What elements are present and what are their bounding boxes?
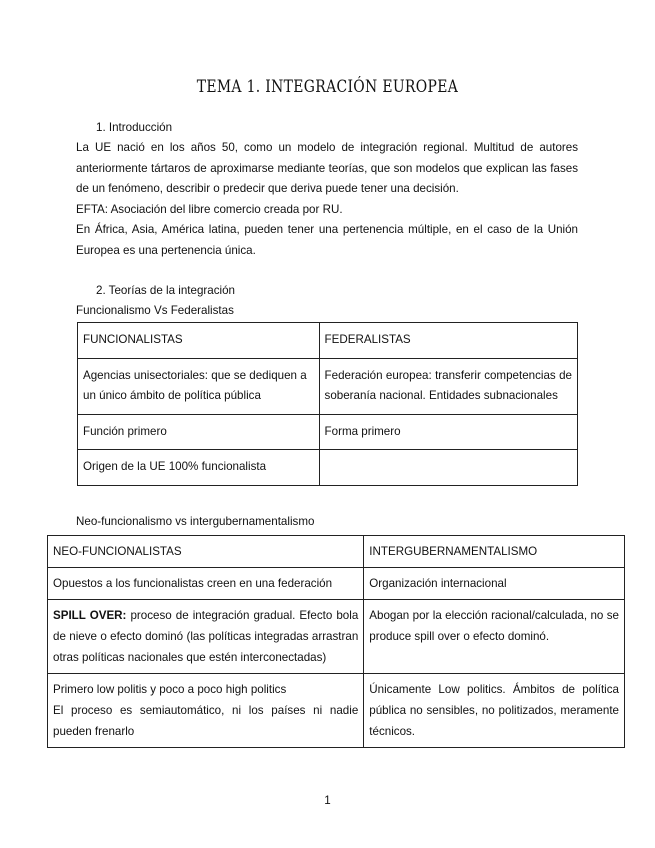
table-cell: Federación europea: transferir competencias de soberanía nacional. Entidades subnacionales — [319, 358, 577, 414]
table-row — [48, 674, 625, 748]
table-row — [78, 414, 578, 450]
table-cell: Agencias unisectoriales: que se dediquen a un único ámbito de política pública — [78, 358, 320, 414]
table-cell — [48, 600, 364, 674]
subheading-funcionalismo: Funcionalismo Vs Federalistas — [76, 304, 234, 317]
table-header-cell: FUNCIONALISTAS — [78, 323, 320, 359]
section-heading-teorias: 2. Teorías de la integración — [96, 284, 235, 297]
table-cell: Organización internacional — [364, 568, 625, 600]
subheading-neofuncionalismo: Neo-funcionalismo vs intergubernamentalismo — [76, 515, 315, 528]
table-header-row — [48, 536, 625, 568]
table-row — [78, 450, 578, 486]
spill-over-definition: proceso de integración gradual. Efecto bola de nieve o efecto dominó (las políticas integradas arrastran otras políticas nacionales que estén interconectadas) — [53, 609, 359, 664]
cell-line: Primero low politis y poco a poco high politics — [53, 683, 287, 696]
document-title: TEMA 1. INTEGRACIÓN EUROPEA — [196, 77, 459, 97]
membership-paragraph: En África, Asia, América latina, pueden tener una pertenencia múltiple, en el caso de la Unión Europea es una pertenencia única. — [76, 223, 578, 257]
table-header-cell: FEDERALISTAS — [319, 323, 577, 359]
table-cell: Abogan por la elección racional/calculada, no se produce spill over o efecto dominó. — [364, 600, 625, 674]
section-heading-introduccion: 1. Introducción — [96, 121, 173, 134]
cell-line: El proceso es semiautomático, ni los países ni nadie pueden frenarlo — [53, 704, 359, 738]
table-cell: Opuestos a los funcionalistas creen en una federación — [48, 568, 364, 600]
table-cell: Función primero — [78, 414, 320, 450]
table-header-cell: NEO-FUNCIONALISTAS — [48, 536, 364, 568]
table-funcionalismo-federalismo — [77, 322, 578, 486]
page-number: 1 — [324, 794, 331, 807]
table-cell: Únicamente Low politics. Ámbitos de política pública no sensibles, no politizados, meramente técnicos. — [364, 674, 625, 748]
table-row — [48, 600, 625, 674]
table-row — [78, 358, 578, 414]
spill-over-term: SPILL OVER: — [53, 609, 127, 622]
table-cell — [319, 450, 577, 486]
efta-line: EFTA: Asociación del libre comercio creada por RU. — [76, 203, 343, 216]
table-header-cell: INTERGUBERNAMENTALISMO — [364, 536, 625, 568]
table-row — [48, 568, 625, 600]
table-cell — [48, 674, 364, 748]
intro-paragraph: La UE nació en los años 50, como un modelo de integración regional. Multitud de autores anteriormente tártaros de aproximarse mediante teorías, que son modelos que explican las fases de un fenómeno, describir o predecir que deriva puede tener una decisión. — [76, 141, 578, 195]
table-cell: Origen de la UE 100% funcionalista — [78, 450, 320, 486]
table-neofuncionalismo-intergubernamentalismo — [47, 535, 625, 748]
table-header-row — [78, 323, 578, 359]
table-cell: Forma primero — [319, 414, 577, 450]
